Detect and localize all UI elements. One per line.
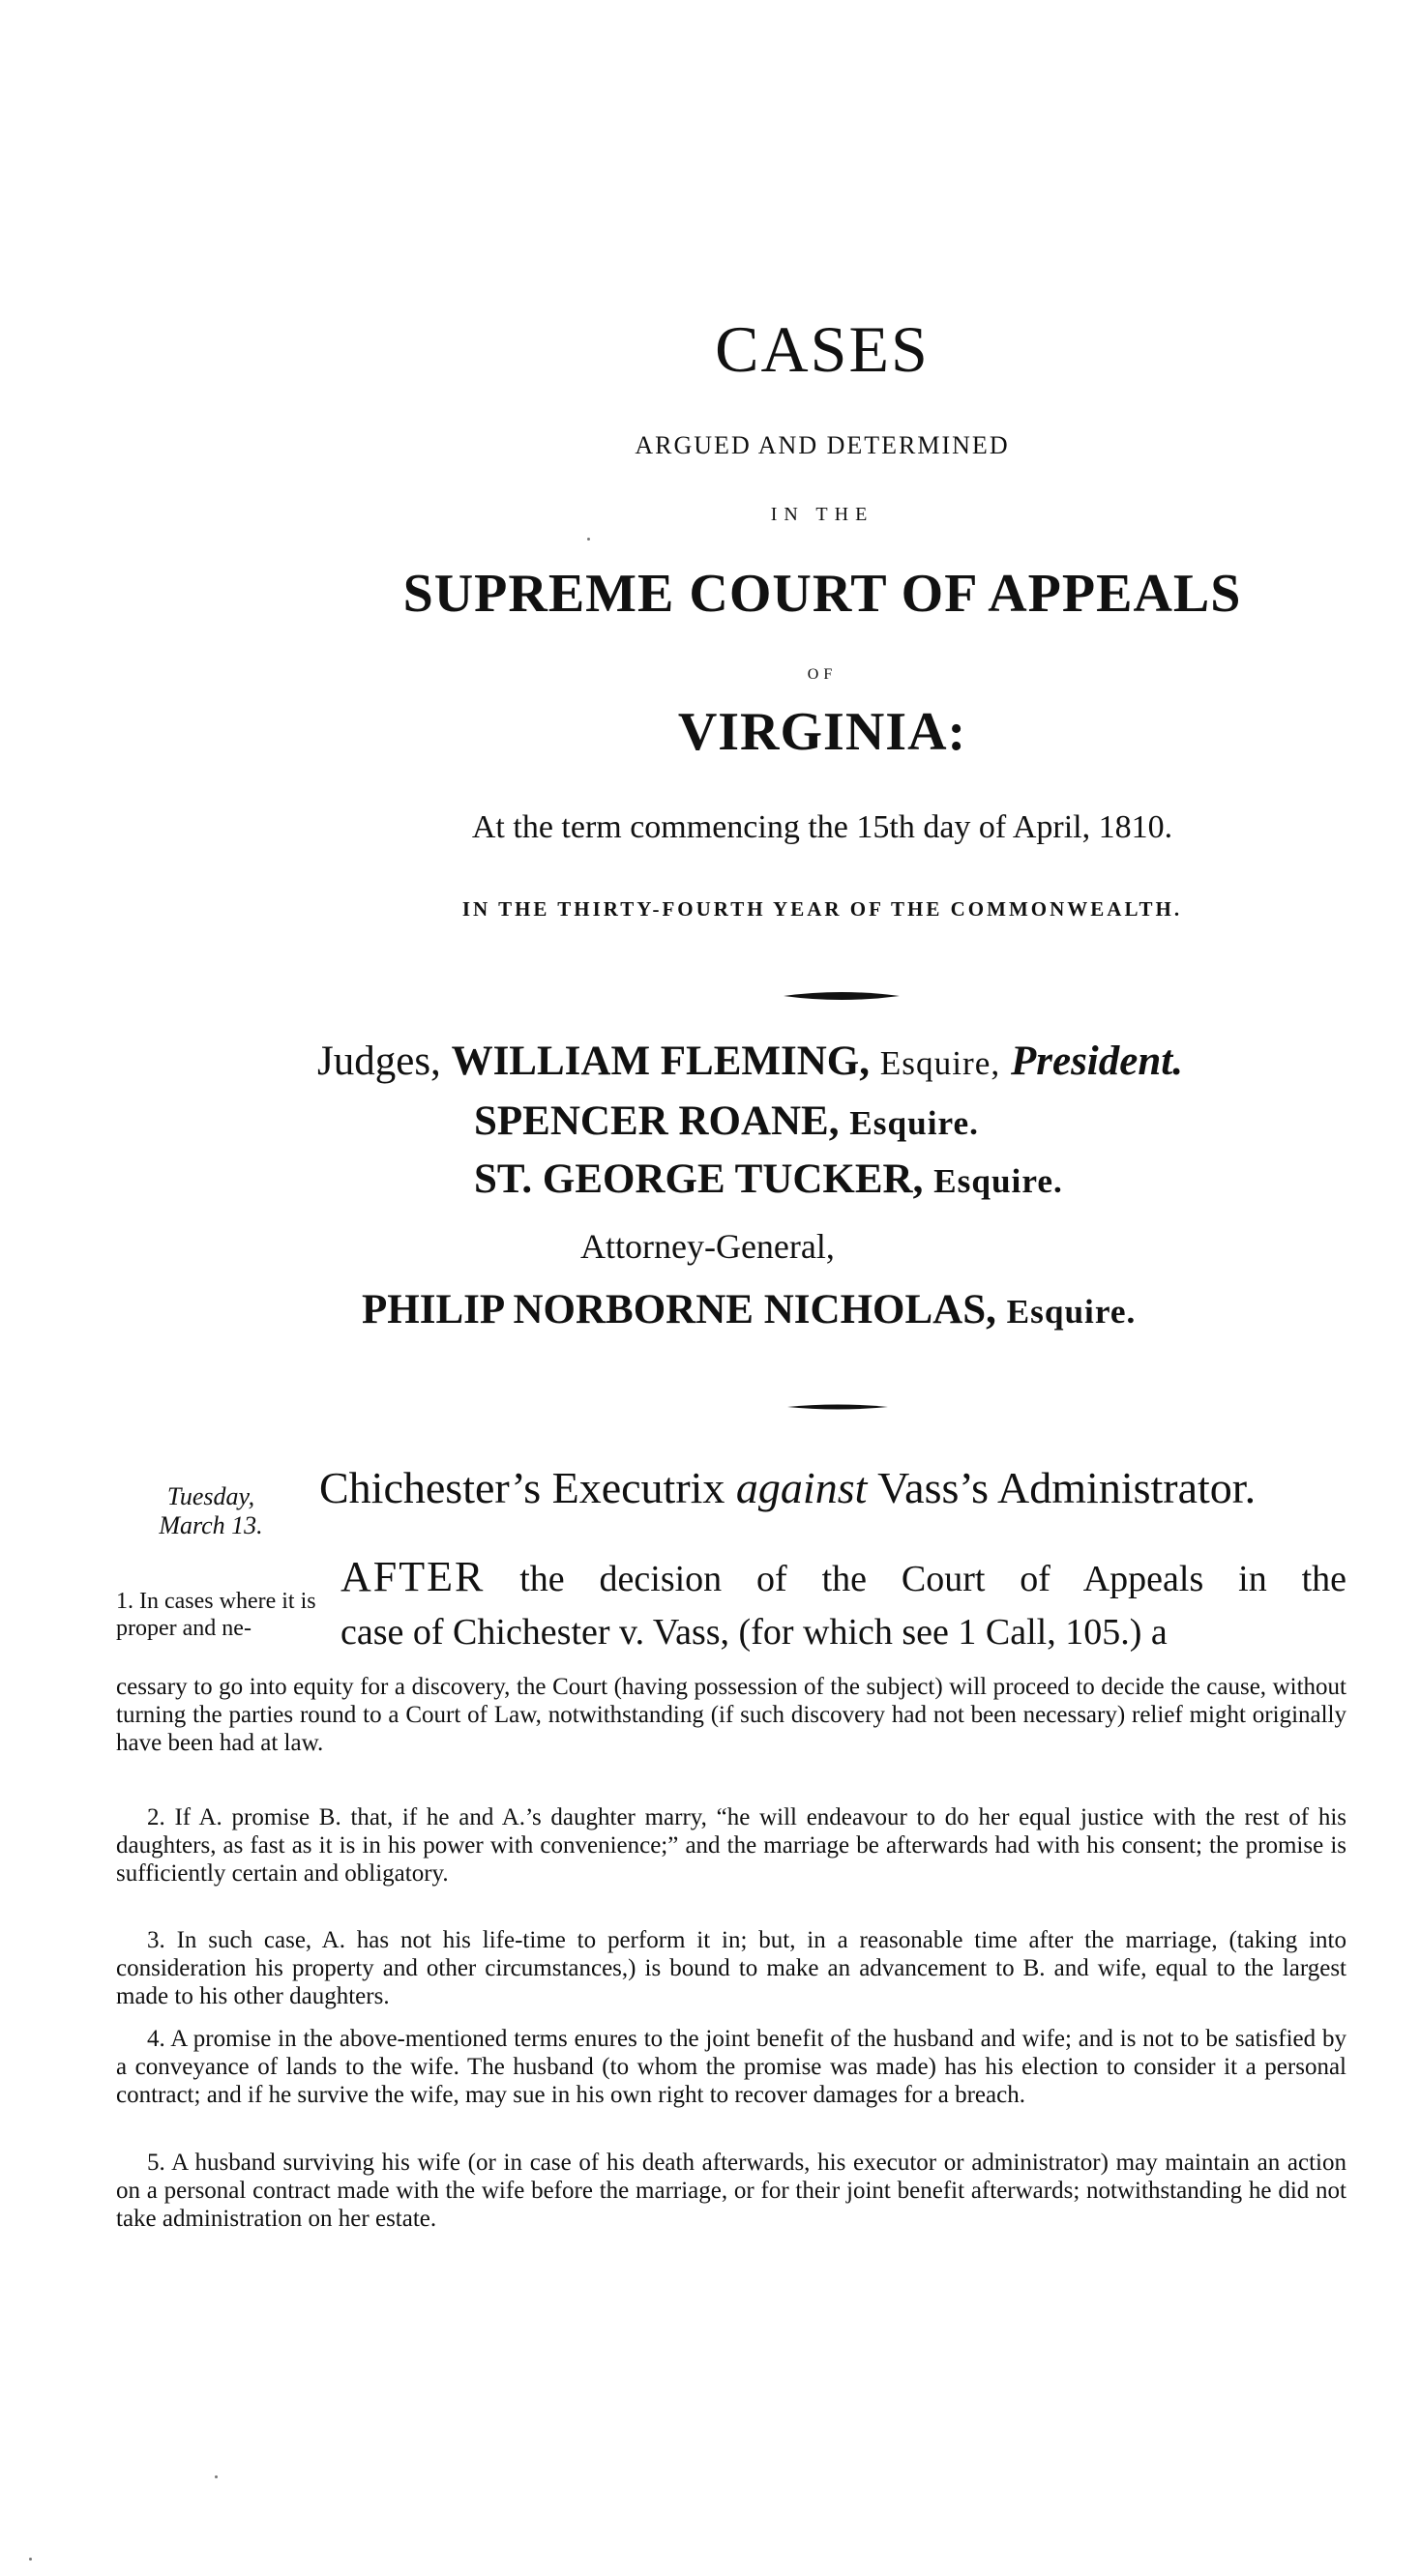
scan-speck [587,538,590,541]
party-defendant: Vass’s Administrator. [877,1463,1257,1512]
in-the-line: IN THE [770,504,874,525]
case-date-month: March 13. [159,1511,263,1539]
case-date [124,1482,298,1540]
judge-roane-line [474,1098,1345,1145]
judge-tucker-name: ST. GEORGE TUCKER, [474,1156,924,1202]
judge-roane-suffix: Esquire. [849,1104,979,1142]
judges-label: Judges, [317,1039,441,1084]
headnote-1-continued: cessary to go into equity for a discovery, the Court (having possession of the subject) will proceed to decide the cause, without turning the parties round to a Court of Law, notwithstanding (if such discovery had not been necessary) relief might originally have been had at law. [116,1674,1346,1756]
court-name: SUPREME COURT OF APPEALS [402,564,1242,624]
judge-tucker-suffix: Esquire. [933,1162,1063,1200]
headnote-1-margin: 1. In cases where it is proper and ne- [116,1589,316,1641]
headnote-4: 4. A promise in the above-mentioned terms enures to the joint benefit of the husband and wife; and is not to be satisfied by a conveyance of lands to the wife. The husband (to whom the promise was made) has his election to consider it a personal contract; and if he survive the wife, may sue in his own right to recover damages for a breach. [116,2026,1346,2108]
commonwealth-year-line: IN THE THIRTY-FOURTH YEAR OF THE COMMONWEALTH. [461,897,1183,921]
judge-fleming-suffix: Esquire, [879,1044,1001,1082]
attorney-general-name: PHILIP NORBORNE NICHOLAS, [362,1287,996,1332]
divider-ornament [0,986,1420,1006]
judge-tucker-line [474,1156,1345,1203]
judge-fleming-name: WILLIAM FLEMING, [451,1039,870,1084]
of-line: OF [807,666,838,683]
judges-line [317,1038,1410,1085]
attorney-general-label: Attorney-General, [580,1227,835,1266]
opinion-line-2: case of Chichester v. Vass, (for which see 1 Call, 105.) a [340,1612,1168,1653]
headnote-3: 3. In such case, A. has not his life-time to perform it in; but, in a reasonable time after the marriage, (taking into consideration his property and other circumstances,) is bound to make an advancement to B. and wife, equal to the largest made to his other daughters. [116,1927,1346,2009]
subtitle: ARGUED AND DETERMINED [635,431,1010,459]
opinion-first-line [340,1552,1346,1604]
headnote-2: 2. If A. promise B. that, if he and A.’s daughter marry, “he will endeavour to do her equal justice with the rest of his daughters, as fast as it is in his power with convenience;” and the marriage be afterwards had with his consent; the promise is sufficiently certain and obligatory. [116,1804,1346,1887]
judge-roane-name: SPENCER ROANE, [474,1098,840,1144]
attorney-general-suffix: Esquire. [1006,1293,1137,1331]
headnote-5: 5. A husband surviving his wife (or in case of his death afterwards, his executor or administrator) may maintain an action on a personal contract made with the wife before the marriage, or for their joint benefit afterwards; notwithstanding he did not take administration on her estate. [116,2150,1346,2232]
case-date-day: Tuesday, [166,1482,255,1510]
scan-speck [215,2475,218,2478]
opinion-line-1: the decision of the Court of Appeals in the [519,1559,1346,1599]
case-title [319,1462,1393,1513]
against-word: against [735,1463,868,1512]
attorney-general-line [362,1286,1387,1333]
divider-ornament [0,1399,1420,1415]
term-line: At the term commencing the 15th day of April, 1810. [471,809,1173,845]
opening-word: AFTER [340,1553,486,1600]
scan-speck [29,2558,32,2561]
state-name: VIRGINIA: [677,702,967,762]
page-title: CASES [715,312,930,386]
party-plaintiff: Chichester’s Executrix [319,1463,725,1512]
judge-fleming-role: President. [1010,1039,1183,1084]
